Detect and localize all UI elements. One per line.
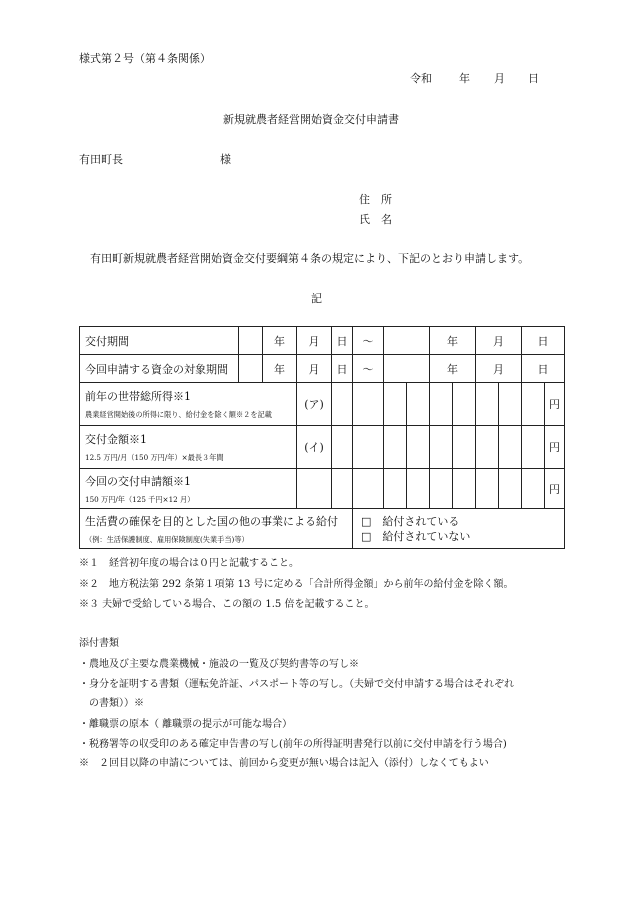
request-amount-label: 今回の交付申請額※1 — [85, 474, 191, 488]
address-label: 住 所 — [359, 193, 392, 206]
income-mark: (ア) — [297, 383, 332, 426]
table-row — [80, 426, 565, 469]
digit-cell[interactable] — [499, 426, 522, 469]
period-label: 交付期間 — [80, 327, 239, 355]
grant-amount-note: 12.5 万円/月（150 万円/年）×最長３年間 — [85, 453, 224, 462]
digit-cell[interactable] — [384, 426, 407, 469]
digit-cell[interactable] — [430, 383, 453, 426]
date-day: 日 — [528, 72, 539, 85]
period-end-month: 月 — [476, 327, 522, 355]
table-row — [80, 469, 565, 509]
other-benefit-note: （例：生活保護制度、雇用保険制度(失業手当)等） — [85, 534, 249, 544]
target-end-month: 月 — [476, 355, 522, 383]
digit-cell[interactable] — [499, 469, 522, 509]
addressee-name: 有田町長 — [79, 153, 123, 166]
page-title: 新規就農者経営開始資金交付申請書 — [223, 113, 399, 126]
income-label: 前年の世帯総所得※1 — [85, 390, 191, 403]
attachment-item: ・身分を証明する書類（運転免許証、パスポート等の写し。（夫婦で交付申請する場合はそれぞれ — [79, 679, 514, 690]
digit-cell[interactable] — [353, 426, 384, 469]
target-start-month: 月 — [297, 355, 332, 383]
digit-cell[interactable] — [476, 469, 499, 509]
note-3: ※３ 夫婦で受給している場合、この額の 1.5 倍を記載すること。 — [79, 599, 375, 610]
digit-cell[interactable] — [522, 383, 545, 426]
digit-cell[interactable] — [499, 383, 522, 426]
income-note: 農業経営開始後の所得に限り、給付金を除く額※２を記載 — [85, 410, 272, 419]
digit-cell[interactable] — [453, 469, 476, 509]
target-end-day: 日 — [522, 355, 565, 383]
digit-cell[interactable] — [476, 426, 499, 469]
grant-amount-mark: (イ) — [297, 426, 332, 469]
digit-cell[interactable] — [453, 383, 476, 426]
period-start-year: 年 — [263, 327, 297, 355]
attachment-item: ・離職票の原本（ 離職票の提示が可能な場合） — [79, 719, 293, 730]
benefit-not-received-checkbox[interactable]: □ 給付されていない — [361, 529, 471, 543]
digit-cell[interactable] — [407, 426, 430, 469]
date-era: 令和 — [410, 72, 432, 85]
attachments-heading: 添付書類 — [79, 638, 119, 649]
application-table — [79, 326, 565, 549]
note-1: ※１ 経営初年度の場合は０円と記載すること。 — [79, 558, 299, 569]
table-row — [80, 383, 565, 426]
period-start-day: 日 — [332, 327, 353, 355]
grant-amount-yen: 円 — [545, 426, 565, 469]
note-2: ※２ 地方税法第 292 条第１項第 13 号に定める「合計所得金額」から前年の給付金を除く額。 — [79, 579, 514, 590]
attachment-item: ・税務署等の収受印のある確定申告書の写し(前年の所得証明書発行以前に交付申請を行う場合) — [79, 739, 507, 750]
name-label: 氏 名 — [359, 213, 392, 226]
date-year: 年 — [459, 72, 470, 85]
digit-cell[interactable] — [430, 426, 453, 469]
digit-cell[interactable] — [476, 383, 499, 426]
table-row — [80, 355, 565, 383]
request-amount-yen: 円 — [545, 469, 565, 509]
attachment-item: の書類））※ — [79, 698, 144, 709]
digit-cell[interactable] — [407, 469, 430, 509]
table-row — [80, 327, 565, 355]
intro-text: 有田町新規就農者経営開始資金交付要綱第４条の規定により、下記のとおり申請します。 — [90, 252, 530, 265]
digit-cell[interactable] — [353, 469, 384, 509]
period-start-month: 月 — [297, 327, 332, 355]
target-end-year: 年 — [430, 355, 476, 383]
digit-cell[interactable] — [522, 426, 545, 469]
form-number: 様式第２号（第４条関係） — [79, 52, 211, 65]
digit-cell[interactable] — [522, 469, 545, 509]
target-start-year: 年 — [263, 355, 297, 383]
addressee-honorific: 様 — [220, 153, 231, 166]
digit-cell[interactable] — [332, 383, 353, 426]
digit-cell[interactable] — [453, 426, 476, 469]
digit-cell[interactable] — [430, 469, 453, 509]
digit-cell[interactable] — [353, 383, 384, 426]
ki-heading: 記 — [311, 292, 322, 305]
attachment-item: ・農地及び主要な農業機械・施設の一覧及び契約書等の写し※ — [79, 659, 359, 670]
date-month: 月 — [494, 72, 505, 85]
digit-cell[interactable] — [384, 383, 407, 426]
target-start-day: 日 — [332, 355, 353, 383]
income-yen: 円 — [545, 383, 565, 426]
benefit-received-checkbox[interactable]: □ 給付されている — [361, 514, 460, 528]
target-period-label: 今回申請する資金の対象期間 — [80, 355, 239, 383]
grant-amount-label: 交付金額※1 — [85, 433, 147, 446]
period-end-year: 年 — [430, 327, 476, 355]
request-amount-note: 150 万円/年（125 千円×12 月） — [85, 494, 195, 504]
digit-cell[interactable] — [407, 383, 430, 426]
table-row — [80, 509, 565, 549]
period-tilde: ～ — [353, 327, 384, 355]
digit-cell[interactable] — [384, 469, 407, 509]
digit-cell[interactable] — [332, 469, 353, 509]
period-end-day: 日 — [522, 327, 565, 355]
target-tilde: ～ — [353, 355, 384, 383]
attachment-note: ※ ２回目以降の申請については、前回から変更が無い場合は記入（添付）しなくてもよい — [79, 758, 489, 769]
other-benefit-label: 生活費の確保を目的とした国の他の事業による給付 — [85, 514, 338, 528]
digit-cell[interactable] — [332, 426, 353, 469]
